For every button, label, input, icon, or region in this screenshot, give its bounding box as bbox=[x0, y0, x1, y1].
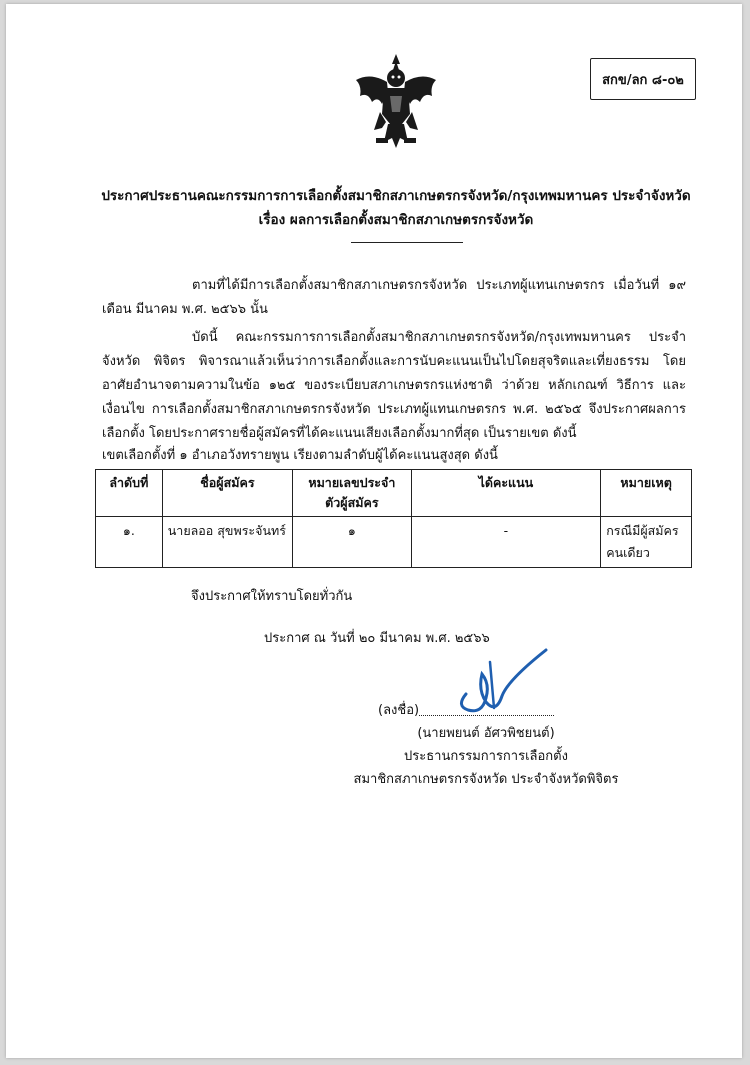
header-candidate-number: หมายเลขประจำตัวผู้สมัคร bbox=[293, 470, 411, 517]
signer-name: (นายพยนต์ อัศวพิชยนต์) bbox=[417, 726, 555, 741]
document-page bbox=[6, 4, 742, 1058]
heading-line-1: ประกาศประธานคณะกรรมการการเลือกตั้งสมาชิกสภาเกษตรกรจังหวัด/กรุงเทพมหานคร ประจำจังหวัด bbox=[101, 188, 691, 204]
heading-divider bbox=[351, 242, 463, 243]
paragraph-2: บัดนี้ คณะกรรมการการเลือกตั้งสมาชิกสภาเกษตรกรจังหวัด/กรุงเทพมหานคร ประจำจังหวัด พิจิตร พิจารณาแล้วเห็นว่าการเลือกตั้งและการนับคะแนนเป็นไปโดยสุจริตและเที่ยงธรรม โดยอาศัยอำนาจตามความในข้อ ๑๒๕ ของระเบียบสภาเกษตรกรแห่งชาติ ว่าด้วย หลักเกณฑ์ วิธีการ และเงื่อนไข การเลือกตั้งสมาชิกสภาเกษตรกรจังหวัด ประเภทผู้แทนเกษตรกร พ.ศ. ๒๕๖๕ จึงประกาศผลการเลือกตั้ง โดยประกาศรายชื่อผู้สมัครที่ได้คะแนนเสียงเลือกตั้งมากที่สุด เป็นรายเขต ดังนี้ bbox=[102, 330, 686, 441]
cell-remark: กรณีมีผู้สมัครคนเดียว bbox=[601, 517, 692, 568]
heading-line-2: เรื่อง ผลการเลือกตั้งสมาชิกสภาเกษตรกรจังหวัด bbox=[258, 212, 534, 228]
results-table bbox=[95, 469, 692, 568]
cell-name: นายลออ สุขพระจันทร์ bbox=[162, 517, 292, 568]
header-order: ลำดับที่ bbox=[96, 470, 163, 517]
document-heading bbox=[26, 184, 750, 232]
district-line: เขตเลือกตั้งที่ ๑ อำเภอวังทรายพูน เรียงตามลำดับผู้ได้คะแนนสูงสุด ดังนี้ bbox=[102, 448, 498, 463]
document-code-box: สกข/ลก ๘-๐๒ bbox=[590, 58, 696, 100]
date-line: ประกาศ ณ วันที่ ๒๐ มีนาคม พ.ศ. ๒๕๖๖ bbox=[264, 631, 490, 646]
signature-line bbox=[378, 699, 554, 720]
header-name: ชื่อผู้สมัคร bbox=[162, 470, 292, 517]
header-votes: ได้คะแนน bbox=[411, 470, 601, 517]
paragraph-1: ตามที่ได้มีการเลือกตั้งสมาชิกสภาเกษตรกรจังหวัด ประเภทผู้แทนเกษตรกร เมื่อวันที่ ๑๙ เดือน มีนาคม พ.ศ. ๒๕๖๖ นั้น bbox=[102, 278, 686, 317]
cell-order: ๑. bbox=[96, 517, 163, 568]
signature-label: (ลงชื่อ) bbox=[378, 703, 420, 718]
cell-candidate-number: ๑ bbox=[293, 517, 411, 568]
table-header-row bbox=[96, 470, 692, 517]
signer-position-1: ประธานกรรมการการเลือกตั้ง bbox=[404, 749, 568, 764]
cell-votes: - bbox=[411, 517, 601, 568]
signer-position-2: สมาชิกสภาเกษตรกรจังหวัด ประจำจังหวัดพิจิตร bbox=[353, 772, 619, 787]
signature-dotted-line bbox=[419, 705, 554, 716]
proclaim-line: จึงประกาศให้ทราบโดยทั่วกัน bbox=[191, 589, 353, 604]
table-row bbox=[96, 517, 692, 568]
header-remark: หมายเหตุ bbox=[601, 470, 692, 517]
garuda-emblem bbox=[350, 52, 442, 150]
